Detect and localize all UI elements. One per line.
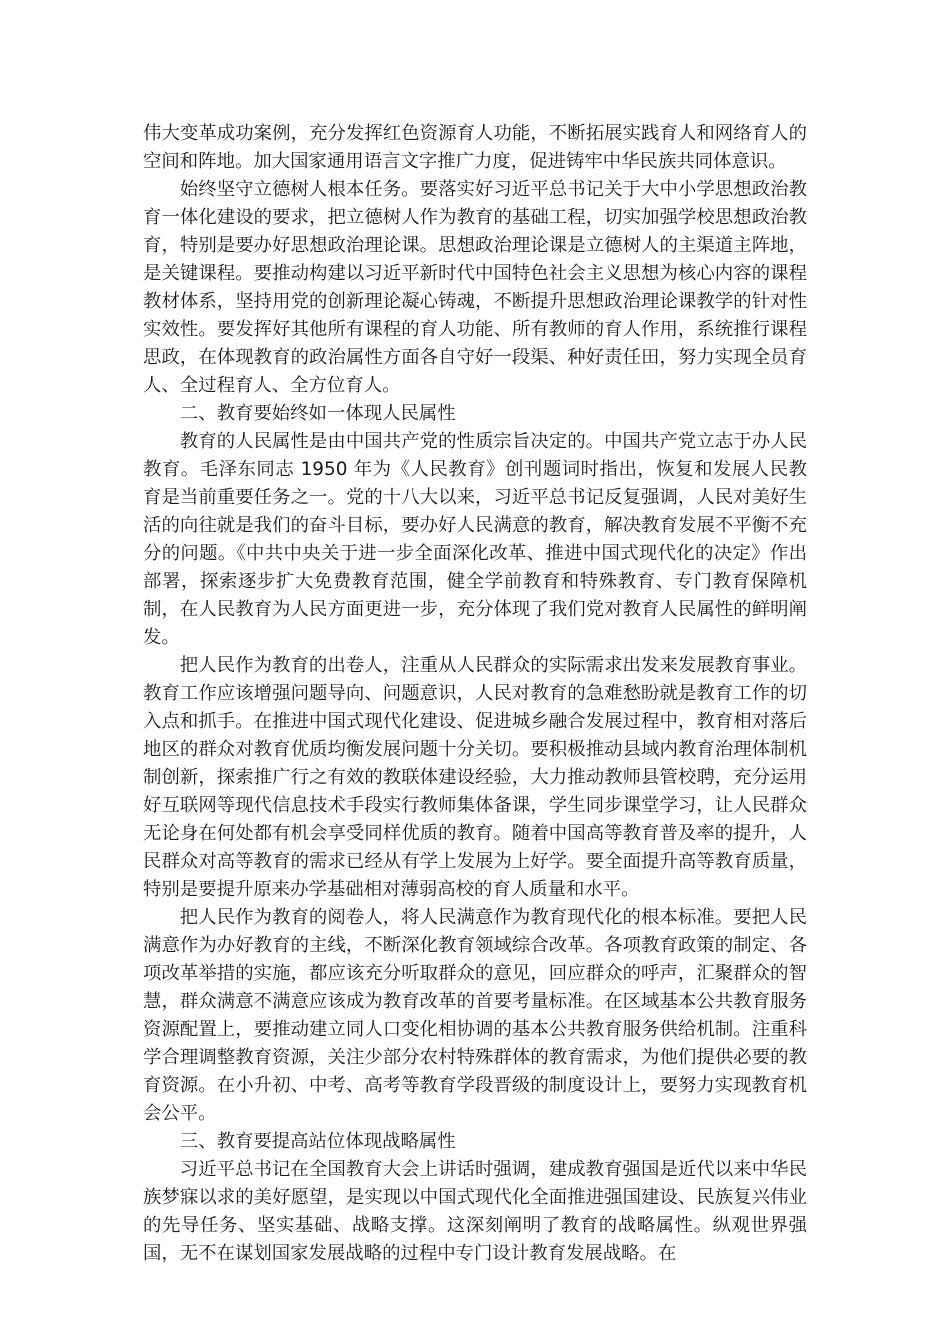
paragraph-strategic-attribute: 习近平总书记在全国教育大会上讲话时强调，建成教育强国是近代以来中华民族梦寐以求的美好愿望，是实现以中国式现代化全面推进强国建设、民族复兴伟业的先导任务、坚实基础、战略支撑。这深刻阐明了教育的战略属性。纵观世界强国，无不在谋划国家发展战略的过程中专门设计教育发展战略。在 xyxy=(143,1159,807,1264)
paragraph-moral-education: 始终坚守立德树人根本任务。要落实好习近平总书记关于大中小学思想政治教育一体化建设的要求，把立德树人作为教育的基础工程，切实加强学校思想政治教育，特别是要办好思想政治理论课。思想政治理论课是立德树人的主渠道主阵地，是关键课程。要推动构建以习近平新时代中国特色社会主义思想为核心内容的课程教材体系，坚持用党的创新理论凝心铸魂，不断提升思想政治理论课教学的针对性实效性。要发挥好其他所有课程的育人功能、所有教师的育人作用，系统推行课程思政，在体现教育的政治属性方面各自守好一段渠、种好责任田，努力实现全员育人、全过程育人、全方位育人。 xyxy=(143,179,807,396)
section-heading-2: 二、教育要始终如一体现人民属性 xyxy=(179,403,456,424)
document-page xyxy=(143,120,807,1268)
paragraph-continuation: 伟大变革成功案例，充分发挥红色资源育人功能，不断拓展实践育人和网络育人的空间和阵地。加大国家通用语言文字推广力度，促进铸牢中华民族共同体意识。 xyxy=(143,123,807,172)
paragraph-question-setter: 把人民作为教育的出卷人，注重从人民群众的实际需求出发来发展教育事业。教育工作应该增强问题导向、问题意识，人民对教育的急难愁盼就是教育工作的切入点和抓手。在推进中国式现代化建设、促进城乡融合发展过程中，教育相对落后地区的群众对教育优质均衡发展问题十分关切。要积极推动县域内教育治理体制机制创新，探索推广行之有效的教联体建设经验，大力推动教师县管校聘，充分运用好互联网等现代信息技术手段实行教师集体备课，学生同步课堂学习，让人民群众无论身在何处都有机会享受同样优质的教育。随着中国高等教育普及率的提升，人民群众对高等教育的需求已经从有学上发展为上好学。要全面提升高等教育质量，特别是要提升原来办学基础相对薄弱高校的育人质量和水平。 xyxy=(143,655,807,900)
paragraph-people-attribute: 教育的人民属性是由中国共产党的性质宗旨决定的。中国共产党立志于办人民教育。毛泽东同志 1950 年为《人民教育》创刊题词时指出，恢复和发展人民教育是当前重要任务之一。党的十八大以来，习近平总书记反复强调，人民对美好生活的向往就是我们的奋斗目标，要办好人民满意的教育，解决教育发展不平衡不充分的问题。《中共中央关于进一步全面深化改革、推进中国式现代化的决定》作出部署，探索逐步扩大免费教育范围，健全学前教育和特殊教育、专门教育保障机制，在人民教育为人民方面更进一步，充分体现了我们党对教育人民属性的鲜明阐发。 xyxy=(143,431,807,648)
paragraph-examiner: 把人民作为教育的阅卷人，将人民满意作为教育现代化的根本标准。要把人民满意作为办好教育的主线，不断深化教育领域综合改革。各项教育政策的制定、各项改革举措的实施，都应该充分听取群众的意见，回应群众的呼声，汇聚群众的智慧，群众满意不满意应该成为教育改革的首要考量标准。在区域基本公共教育服务资源配置上，要推动建立同人口变化相协调的基本公共教育服务供给机制。注重科学合理调整教育资源，关注少部分农村特殊群体的教育需求，为他们提供必要的教育资源。在小升初、中考、高考等教育学段晋级的制度设计上，要努力实现教育机会公平。 xyxy=(143,907,807,1124)
section-heading-3: 三、教育要提高站位体现战略属性 xyxy=(179,1131,456,1152)
